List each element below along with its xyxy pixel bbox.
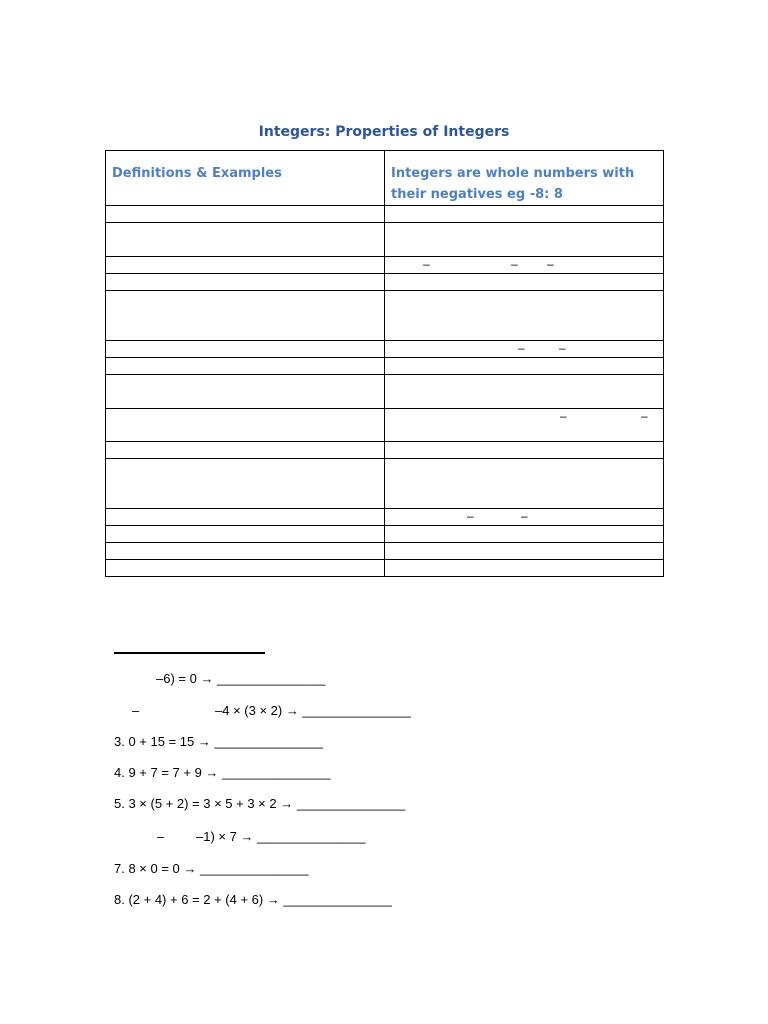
exercise-1: –6) = 0 → _______________ (156, 671, 326, 686)
table-row (106, 459, 664, 509)
header-cell (106, 151, 385, 206)
exercise-6-dash: – (157, 829, 165, 844)
table-row (106, 291, 664, 341)
dash-mark: – (511, 257, 518, 271)
table-row (106, 358, 664, 375)
exercise-8: 8. (2 + 4) + 6 = 2 + (4 + 6) → _______________ (114, 892, 392, 907)
table-row (106, 442, 664, 459)
exercise-5: 5. 3 × (5 + 2) = 3 × 5 + 3 × 2 → _______________ (114, 796, 406, 811)
table-row (106, 543, 664, 560)
dash-mark: – (467, 509, 474, 523)
exercise-4: 4. 9 + 7 = 7 + 9 → _______________ (114, 765, 331, 780)
table-row (106, 341, 664, 358)
table-row (106, 375, 664, 409)
exercise-7: 7. 8 × 0 = 0 → _______________ (114, 861, 309, 876)
table-row (106, 274, 664, 291)
exercise-3: 3. 0 + 15 = 15 → _______________ (114, 734, 323, 749)
table-row (106, 409, 664, 442)
dash-mark: – (641, 409, 648, 423)
table-row (106, 223, 664, 257)
exercise-2-dash: – (132, 703, 140, 718)
exercise-2: –4 × (3 × 2) → _______________ (215, 703, 411, 718)
dash-mark: – (547, 257, 554, 271)
dash-mark: – (518, 341, 525, 355)
exercise-6: –1) × 7 → _______________ (196, 829, 366, 844)
table-row (106, 257, 664, 274)
table-row (106, 206, 664, 223)
page-title: Integers: Properties of Integers (258, 124, 510, 140)
header-cell (385, 151, 664, 206)
section-heading-rule (114, 652, 265, 654)
header-left: Definitions & Examples (112, 166, 282, 181)
dash-mark: – (521, 509, 528, 523)
table-row (106, 560, 664, 577)
dash-mark: – (559, 341, 566, 355)
table-row (106, 509, 664, 526)
table-row (106, 526, 664, 543)
dash-mark: – (560, 409, 567, 423)
dash-mark: – (423, 257, 430, 271)
header-right: Integers are whole numbers with their negatives eg -8: 8 (391, 166, 635, 202)
table-header-row (106, 151, 664, 206)
properties-table (105, 150, 664, 577)
